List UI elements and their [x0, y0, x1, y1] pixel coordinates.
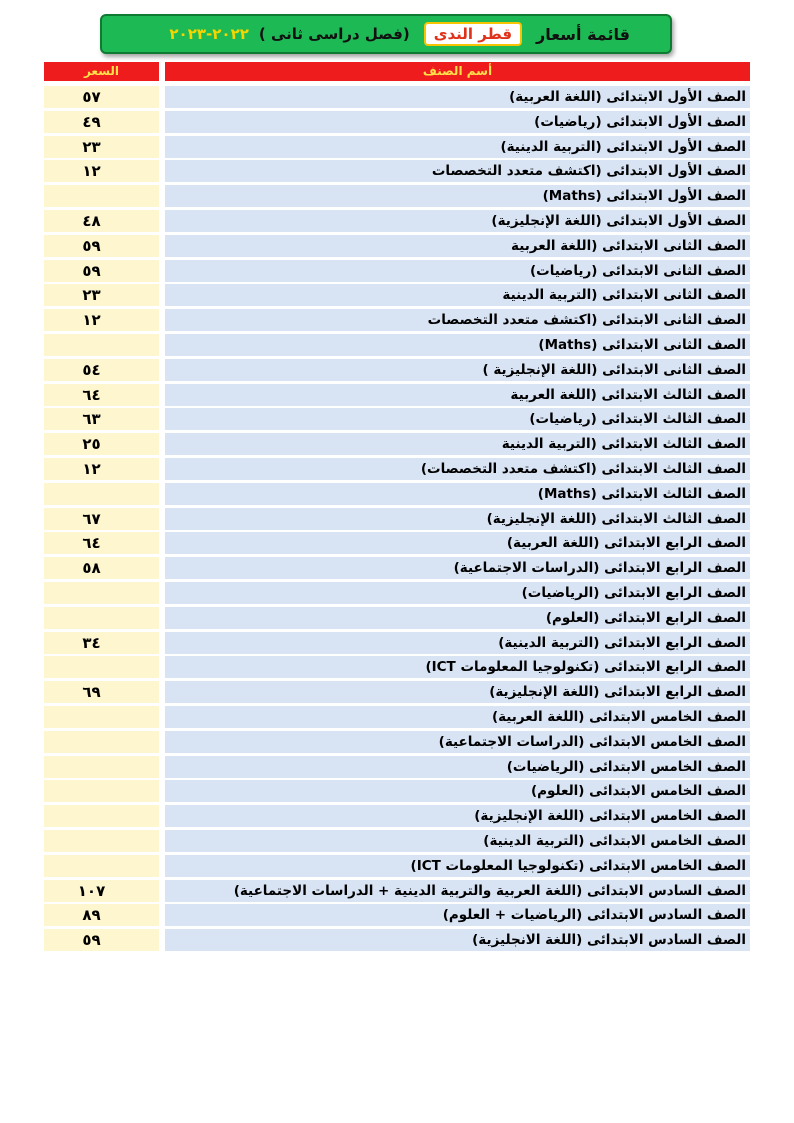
table-row — [44, 384, 750, 406]
price-cell — [44, 607, 159, 629]
item-name-cell: الصف الثالث الابتدائى (رياضيات) — [165, 408, 750, 430]
price-cell: ٢٣ — [44, 136, 159, 158]
item-name-cell: الصف الرابع الابتدائى (اللغة الإنجليزية) — [165, 681, 750, 703]
table-row — [44, 904, 750, 926]
item-name-cell: الصف الخامس الابتدائى (اللغة العربية) — [165, 706, 750, 728]
item-name-cell: الصف الرابع الابتدائى (تكنولوجيا المعلومات ICT) — [165, 656, 750, 678]
table-row — [44, 433, 750, 455]
price-cell: ٥٨ — [44, 557, 159, 579]
price-cell — [44, 334, 159, 356]
table-row — [44, 557, 750, 579]
table-row — [44, 284, 750, 306]
item-name-cell: الصف السادس الابتدائى (اللغة الانجليزية) — [165, 929, 750, 951]
item-name-cell: الصف الخامس الابتدائى (الدراسات الاجتماعية) — [165, 731, 750, 753]
price-cell — [44, 780, 159, 802]
item-name-cell: الصف الثالث الابتدائى (اللغة الإنجليزية) — [165, 508, 750, 530]
item-name-cell: الصف الثانى الابتدائى (Maths) — [165, 334, 750, 356]
item-name-cell: الصف الثانى الابتدائى (اللغة العربية — [165, 235, 750, 257]
price-cell — [44, 731, 159, 753]
table-row — [44, 111, 750, 133]
item-name-cell: الصف السادس الابتدائى (اللغة العربية والتربية الدينية + الدراسات الاجتماعية) — [165, 880, 750, 902]
table-row — [44, 582, 750, 604]
item-name-cell: الصف الأول الابتدائى (اللغة العربية) — [165, 86, 750, 108]
price-cell: ١٢ — [44, 309, 159, 331]
price-cell: ٦٣ — [44, 408, 159, 430]
table-row — [44, 681, 750, 703]
table-row — [44, 260, 750, 282]
price-column-header: السعر — [44, 62, 159, 81]
table-row — [44, 756, 750, 778]
price-cell — [44, 656, 159, 678]
price-cell: ١٢ — [44, 458, 159, 480]
price-cell — [44, 830, 159, 852]
table-row — [44, 532, 750, 554]
table-row — [44, 706, 750, 728]
item-name-cell: الصف الخامس الابتدائى (اللغة الإنجليزية) — [165, 805, 750, 827]
table-row — [44, 334, 750, 356]
price-table — [44, 86, 750, 954]
item-name-cell: الصف الأول الابتدائى (اكتشف متعدد التخصصات — [165, 160, 750, 182]
table-row — [44, 185, 750, 207]
item-name-cell: الصف الرابع الابتدائى (الرياضيات) — [165, 582, 750, 604]
price-cell — [44, 483, 159, 505]
table-row — [44, 929, 750, 951]
price-cell: ٦٩ — [44, 681, 159, 703]
item-name-cell: الصف الثالث الابتدائى (اكتشف متعدد التخصصات) — [165, 458, 750, 480]
price-cell: ٢٥ — [44, 433, 159, 455]
table-row — [44, 656, 750, 678]
price-cell: ٨٩ — [44, 904, 159, 926]
item-name-cell: الصف الرابع الابتدائى (الدراسات الاجتماعية) — [165, 557, 750, 579]
table-row — [44, 136, 750, 158]
table-row — [44, 855, 750, 877]
item-name-cell: الصف الثالث الابتدائى (التربية الدينية — [165, 433, 750, 455]
price-cell: ٥٩ — [44, 929, 159, 951]
table-row — [44, 210, 750, 232]
price-cell — [44, 855, 159, 877]
price-cell: ١٠٧ — [44, 880, 159, 902]
price-cell: ٦٤ — [44, 532, 159, 554]
year-label: ٢٠٢٢-٢٠٢٣ — [169, 25, 249, 43]
item-name-cell: الصف الخامس الابتدائى (تكنولوجيا المعلومات ICT) — [165, 855, 750, 877]
item-name-cell: الصف الخامس الابتدائى (الرياضيات) — [165, 756, 750, 778]
item-name-cell: الصف السادس الابتدائى (الرياضيات + العلوم) — [165, 904, 750, 926]
item-name-cell: الصف الخامس الابتدائى (التربية الدينية) — [165, 830, 750, 852]
table-row — [44, 359, 750, 381]
price-cell — [44, 185, 159, 207]
price-cell: ٤٨ — [44, 210, 159, 232]
item-name-cell: الصف الثانى الابتدائى (رياضيات) — [165, 260, 750, 282]
price-cell — [44, 706, 159, 728]
item-name-cell: الصف الثالث الابتدائى (اللغة العربية — [165, 384, 750, 406]
page-title: قائمة أسعار — [536, 24, 630, 44]
table-row — [44, 880, 750, 902]
item-name-cell: الصف الثالث الابتدائى (Maths) — [165, 483, 750, 505]
table-row — [44, 309, 750, 331]
item-name-cell: الصف الثانى الابتدائى (التربية الدينية — [165, 284, 750, 306]
table-row — [44, 805, 750, 827]
price-cell — [44, 582, 159, 604]
item-name-cell: الصف الرابع الابتدائى (العلوم) — [165, 607, 750, 629]
price-cell: ١٢ — [44, 160, 159, 182]
price-cell: ٥٧ — [44, 86, 159, 108]
table-row — [44, 632, 750, 654]
table-row — [44, 86, 750, 108]
table-row — [44, 508, 750, 530]
price-cell: ٢٣ — [44, 284, 159, 306]
item-name-cell: الصف الرابع الابتدائى (اللغة العربية) — [165, 532, 750, 554]
price-cell: ٥٩ — [44, 260, 159, 282]
item-name-cell: الصف الأول الابتدائى (Maths) — [165, 185, 750, 207]
item-name-cell: الصف الثانى الابتدائى (اللغة الإنجليزية ) — [165, 359, 750, 381]
price-cell: ٥٤ — [44, 359, 159, 381]
item-name-cell: الصف الأول الابتدائى (التربية الدينية) — [165, 136, 750, 158]
table-row — [44, 160, 750, 182]
item-name-cell: الصف الرابع الابتدائى (التربية الدينية) — [165, 632, 750, 654]
item-name-cell: الصف الخامس الابتدائى (العلوم) — [165, 780, 750, 802]
price-cell: ٦٧ — [44, 508, 159, 530]
title-banner — [100, 14, 672, 54]
price-cell — [44, 805, 159, 827]
price-cell: ٦٤ — [44, 384, 159, 406]
table-row — [44, 607, 750, 629]
table-row — [44, 483, 750, 505]
table-row — [44, 731, 750, 753]
table-row — [44, 830, 750, 852]
price-cell: ٥٩ — [44, 235, 159, 257]
term-label: (فصل دراسى ثانى ) — [258, 25, 410, 43]
table-row — [44, 780, 750, 802]
table-row — [44, 408, 750, 430]
price-cell — [44, 756, 159, 778]
item-name-cell: الصف الأول الابتدائى (اللغة الإنجليزية) — [165, 210, 750, 232]
name-column-header: أسم الصنف — [165, 62, 750, 81]
item-name-cell: الصف الأول الابتدائى (رياضيات) — [165, 111, 750, 133]
table-row — [44, 458, 750, 480]
price-cell: ٣٤ — [44, 632, 159, 654]
brand-logo: قطر الندى — [424, 22, 522, 46]
item-name-cell: الصف الثانى الابتدائى (اكتشف متعدد التخصصات — [165, 309, 750, 331]
table-row — [44, 235, 750, 257]
price-cell: ٤٩ — [44, 111, 159, 133]
